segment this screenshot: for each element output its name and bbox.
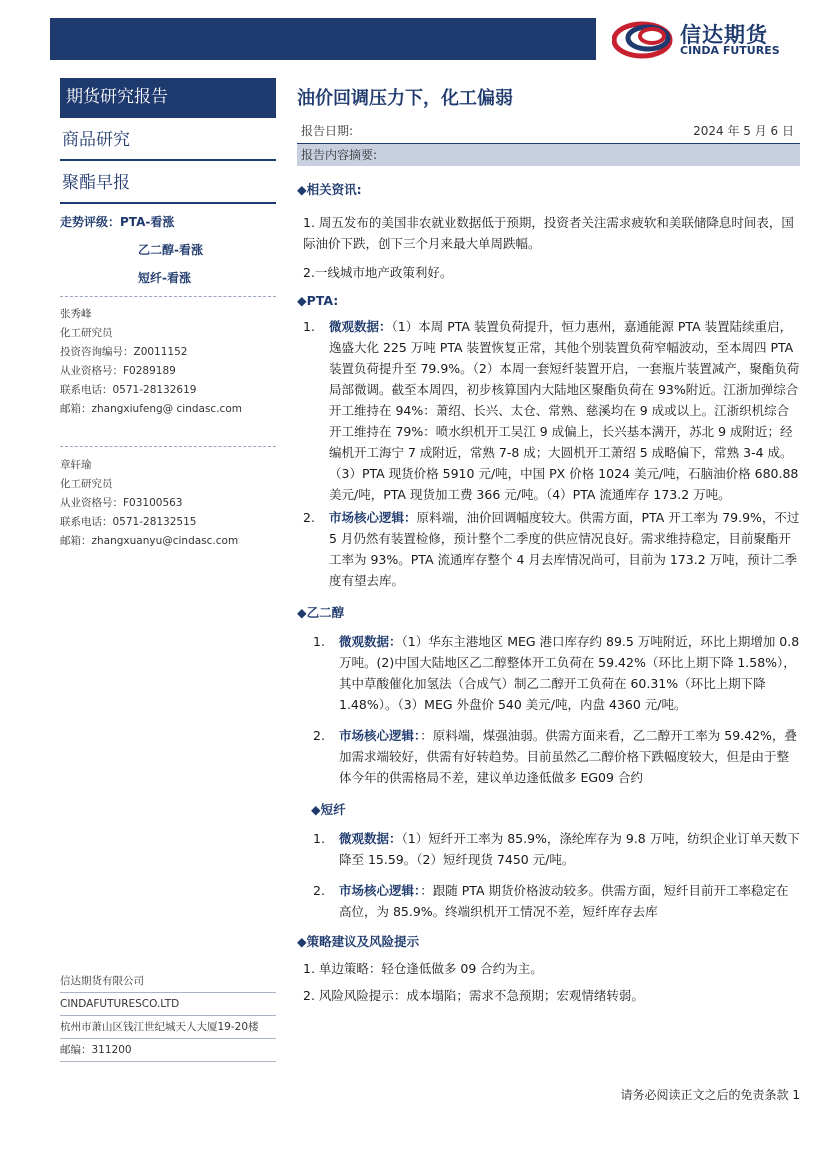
logo	[612, 16, 802, 60]
analyst-name: 张秀峰	[60, 308, 92, 320]
company-name: 信达期货有限公司	[60, 970, 276, 993]
item-number: 1.	[313, 831, 325, 846]
analyst-phone: 联系电话：0571-28132619	[60, 384, 197, 396]
item-number: 1.	[313, 634, 325, 649]
report-category: 商品研究	[60, 121, 276, 161]
item-number: 1.	[303, 319, 315, 334]
rating-meg: 乙二醇-看涨	[138, 243, 203, 257]
date-label: 报告日期:	[301, 124, 354, 138]
sidebar	[60, 78, 276, 292]
strategy-item-1: 1. 单边策略：轻仓逢低做多 09 合约为主。	[303, 961, 543, 976]
logo-swirl-icon	[612, 16, 674, 60]
analyst-email: 邮箱：zhangxiufeng@ cindasc.com	[60, 403, 242, 415]
analyst-1	[60, 305, 272, 419]
item-text: （1）华东主港地区 MEG 港口库存约 89.5 万吨附近，环比上期增加 0.8 万吨。(2)中国大陆地区乙二醇整体开工负荷在 59.42%（环比上期下降 1.58%），其中草酸催化加氢法（合成气）制乙二醇开工负荷在 60.31%（环比上期下降 1.48%）。（3）MEG 外盘价 540 美元/吨，内盘 4360 元/吨。	[339, 634, 800, 712]
logo-subtext: CINDA FUTURES	[680, 44, 780, 57]
analyst-email: 邮箱：zhangxuanyu@cindasc.com	[60, 535, 239, 547]
header-bar	[50, 18, 596, 60]
item-number: 2.	[303, 510, 315, 525]
meg-item-1	[313, 631, 800, 715]
footer-disclaimer: 请务必阅读正文之后的免责条款 1	[620, 1088, 800, 1102]
meg-item-2	[313, 725, 800, 788]
logo-text: 信达期货	[680, 23, 768, 47]
company-info	[60, 970, 276, 1062]
trend-rating	[60, 208, 276, 292]
report-subcategory: 聚酯早报	[60, 164, 276, 204]
psf-item-1	[313, 828, 800, 870]
item-number: 2.	[313, 728, 325, 743]
rating-pta: PTA-看涨	[120, 215, 175, 229]
pta-item-2	[303, 507, 800, 591]
strategy-item-2: 2. 风险风险提示：成本塌陷；需求不急预期；宏观情绪转弱。	[303, 988, 644, 1003]
item-label: 市场核心逻辑：	[329, 510, 417, 525]
report-date-row	[297, 122, 800, 144]
section-meg-heading: ◆乙二醇	[297, 605, 345, 620]
report-title: 油价回调压力下，化工偏弱	[297, 88, 513, 109]
divider	[60, 296, 276, 297]
pta-item-1	[303, 316, 800, 505]
item-text: ：原料端，煤强油弱。供需方面来看，乙二醇开工率为 59.42%，叠加需求端较好，供需有好转趋势。目前虽然乙二醇价格下跌幅度较大，但是由于整体今年的供需格局不差，建议单边逢低做多 EG09 合约	[339, 728, 797, 785]
analyst-title: 化工研究员	[60, 478, 113, 490]
section-strategy-heading: ◆策略建议及风险提示	[297, 934, 420, 949]
item-text: ：跟随 PTA 期货价格波动较多。供需方面，短纤目前开工率稳定在高位，为 85.9%。终端织机开工情况不差，短纤库存去库	[339, 883, 789, 919]
section-consult-heading: ◆相关资讯:	[297, 182, 362, 197]
item-text: （1）本周 PTA 装置负荷提升，恒力惠州，嘉通能源 PTA 装置陆续重启，逸盛大化 225 万吨 PTA 装置恢复正常，其他个别装置负荷窄幅波动，至本周四 PTA 装置负荷提升至 79.9%。（2）本周一套短纤装置开启，一套瓶片装置减产，聚酯负荷局部微调。截至本周四，初步核算国内大陆地区聚酯负荷在 93%附近。江浙加弹综合开工维持在 94%：萧绍、长兴、太仓、常熟、慈溪均在 9 成或以上。江浙织机综合开工维持在 79%：喷水织机开工吴江 9 成偏上，长兴基本满开，苏北 9 成附近；经编机开工海宁 7 成附近，常熟 7-8 成；大圆机开工萧绍 5 成略偏下，常熟 3-4 成。（3）PTA 现货价格 5910 元/吨，中国 PX 价格 1024 美元/吨，石脑油价格 680.88 美元/吨，PTA 现货加工费 366 元/吨。（4）PTA 流通库存 173.2 万吨。	[329, 319, 800, 502]
psf-item-2	[313, 880, 800, 922]
analyst-name: 章轩瑜	[60, 459, 92, 471]
report-type: 期货研究报告	[60, 78, 276, 118]
company-name-en: CINDAFUTURESCO.LTD	[60, 993, 276, 1016]
analyst-title: 化工研究员	[60, 327, 113, 339]
item-label: 市场核心逻辑：	[339, 728, 421, 743]
consult-item-2: 2.一线城市地产政策利好。	[303, 265, 453, 280]
section-psf-heading: ◆短纤	[311, 802, 346, 817]
item-label: 微观数据：	[339, 634, 402, 649]
analyst-phone: 联系电话：0571-28132515	[60, 516, 197, 528]
item-label: 市场核心逻辑：	[339, 883, 421, 898]
date-value: 2024 年 5 月 6 日	[693, 124, 794, 138]
summary-label: 报告内容摘要:	[297, 144, 800, 166]
item-text: 原料端，油价回调幅度较大。供需方面，PTA 开工率为 79.9%，不过 5 月仍然有装置检修，预计整个二季度的供应情况良好。需求维持稳定，目前聚酯开工率为 93%。PTA 流通库存整个 4 月去库情况尚可，目前为 173.2 万吨，预计二季度有望去库。	[329, 510, 800, 588]
analyst-2	[60, 456, 272, 551]
item-label: 微观数据：	[329, 319, 392, 334]
rating-label: 走势评级：	[60, 215, 121, 229]
section-pta-heading: ◆PTA:	[297, 293, 339, 308]
analyst-qualification: 从业资格号：F0289189	[60, 365, 176, 377]
item-text: （1）短纤开工率为 85.9%，涤纶库存为 9.8 万吨，纺织企业订单天数下降至 15.59。（2）短纤现货 7450 元/吨。	[339, 831, 800, 867]
item-label: 微观数据：	[339, 831, 402, 846]
item-number: 2.	[313, 883, 325, 898]
divider	[60, 446, 276, 447]
main-content	[297, 84, 800, 1006]
company-address: 杭州市萧山区钱江世纪城天人大厦19-20楼	[60, 1016, 276, 1039]
analyst-license: 投资咨询编号：Z0011152	[60, 346, 188, 358]
analyst-qualification: 从业资格号：F03100563	[60, 497, 183, 509]
consult-item-1: 1. 周五发布的美国非农就业数据低于预期，投资者关注需求疲软和美联储降息时间表，国际油价下跌，创下三个月来最大单周跌幅。	[303, 215, 794, 251]
rating-psf: 短纤-看涨	[138, 271, 191, 285]
company-postcode: 邮编：311200	[60, 1039, 276, 1062]
